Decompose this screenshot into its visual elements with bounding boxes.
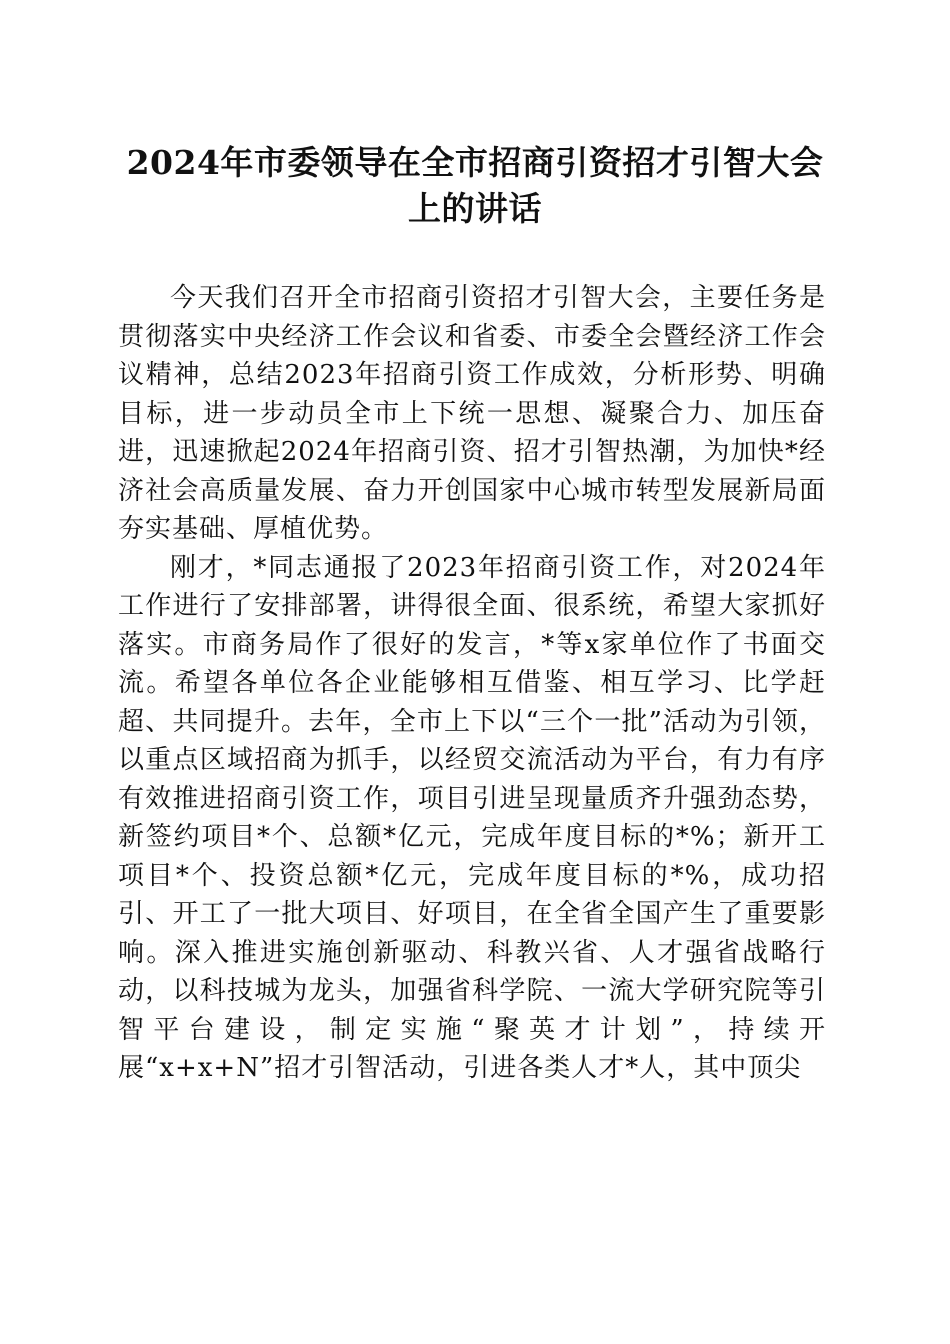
paragraph-review: 刚才，*同志通报了2023年招商引资工作，对2024年工作进行了安排部署，讲得很全面、很系统，希望大家抓好落实。市商务局作了很好的发言，*等x家单位作了书面交流。希望各单位各企业能够相互借鉴、相互学习、比学赶超、共同提升。去年，全市上下以“三个一批”活动为引领，以重点区域招商为抓手，以经贸交流活动为平台，有力有序有效推进招商引资工作，项目引进呈现量质齐升强劲态势，新签约项目*个、总额*亿元，完成年度目标的*%；新开工项目*个、投资总额*亿元，完成年度目标的*%，成功招引、开工了一批大项目、好项目，在全省全国产生了重要影响。深入推进实施创新驱动、科教兴省、人才强省战略行动，以科技城为龙头，加强省科学院、一流大学研究院等引智平台建设，制定实施“聚英才计划”，持续开展“x+x+N”招才引智活动，引进各类人才*人，其中顶尖 <box>118 552 826 1083</box>
paragraph-opening: 今天我们召开全市招商引资招才引智大会，主要任务是贯彻落实中央经济工作会议和省委、市委全会暨经济工作会议精神，总结2023年招商引资工作成效，分析形势、明确目标，进一步动员全市上下统一思想、凝聚合力、加压奋进，迅速掀起2024年招商引资、招才引智热潮，为加快*经济社会高质量发展、奋力开创国家中心城市转型发展新局面夯实基础、厚植优势。 <box>118 283 826 544</box>
document-title: 2024年市委领导在全市招商引资招才引智大会上的讲话 <box>126 143 824 228</box>
document-body <box>118 279 826 1088</box>
